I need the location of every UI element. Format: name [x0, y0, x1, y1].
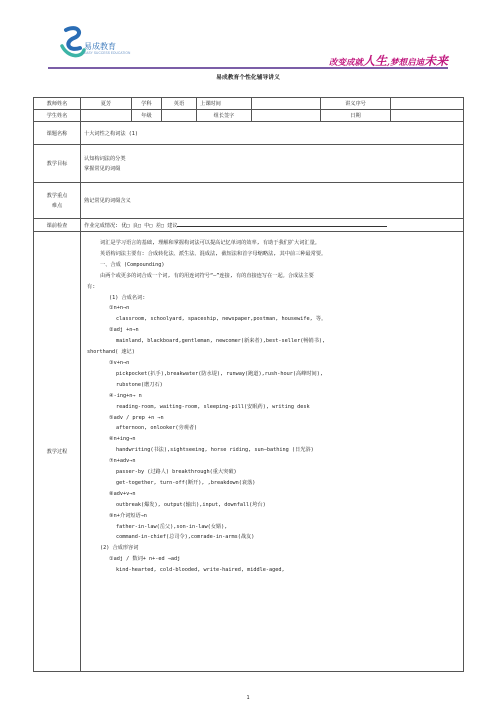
slogan-part: ,梦想启迪: [387, 58, 424, 68]
subject-label: 学科: [132, 98, 162, 110]
lesson-example: get-together, turn-off(断开), ,breakdown(衰落): [116, 479, 256, 486]
key-points-label: [34, 183, 81, 219]
goal-item: 掌握常见的词缀: [84, 165, 121, 172]
lesson-subheading: (2) 合成形容词: [100, 545, 139, 552]
lesson-rule: ⑤adv / prep +n →n: [109, 414, 164, 421]
lesson-rule: ⑧adv+v→n: [109, 490, 136, 497]
lesson-example: father-in-law(岳父),son-in-law(女婿),: [116, 523, 228, 530]
pre-class-check-value: [81, 219, 464, 232]
lesson-line: 由两个或更多的词合成一个词, 有的用连词符号“—”连接, 有的直接连写在一起。合成法主要: [100, 272, 314, 279]
lesson-example: passer-by (过路人) breakthrough(重大突破): [116, 469, 237, 476]
teaching-process-content: [81, 232, 464, 672]
date-value: [391, 110, 464, 122]
leader-signature-label: 组长签字: [197, 110, 252, 122]
grade-value: [162, 110, 197, 122]
logo-subtitle: EASY SUCCESS EDUCATION: [84, 51, 131, 55]
lesson-rule: ⑥n+ing→n: [109, 436, 136, 443]
teacher-name-label: 教师姓名: [34, 98, 81, 110]
lesson-line: 有:: [87, 283, 96, 290]
teaching-goal-label: 教学目标: [34, 145, 81, 183]
logo-text: 易成教育: [84, 42, 116, 51]
key-points-value: 熟记常见的词缀含义: [81, 183, 464, 219]
lesson-example: mainland, blackboard,gentleman, newcomer(新来者),best-seller(畅销书),: [116, 338, 326, 345]
lesson-example: reading-room, waiting-room, sleeping-pill(安眠药), writing desk: [116, 403, 310, 410]
lesson-example: command-in-chief(总司令),comrade-in-arms(战友): [116, 534, 255, 541]
student-name-value: [81, 110, 132, 122]
slogan-part: 改变成就: [328, 58, 363, 68]
lesson-heading: 一、合成 (Compounding): [100, 261, 165, 268]
lesson-example: kind-hearted, cold-blooded, write-haired, middle-aged,: [116, 567, 285, 574]
subject-value: 英语: [162, 98, 197, 110]
lesson-example: shorthand( 速记): [87, 349, 135, 356]
teaching-process-label: 教学过程: [34, 232, 81, 672]
lesson-rule: ④-ing+n→ n: [109, 392, 142, 399]
class-time-value: [252, 98, 321, 110]
teaching-goal-value: [81, 145, 464, 183]
lesson-example: classroom, schoolyard, spaceship, newspaper,postman, housewife, 等。: [116, 316, 327, 323]
suggestion-blank: [177, 221, 387, 227]
page-number: 1: [246, 695, 250, 701]
key-points-label-line: 难点: [51, 202, 63, 209]
lesson-rule: ③v+n→n: [109, 359, 130, 366]
lesson-line: 词汇是学习语言的基础, 理解和掌握构词法可以提高记忆单词的效率, 有助于我们扩大词汇量。: [100, 240, 320, 246]
slogan-emphasis: 人生: [363, 54, 388, 68]
lesson-example: handwriting(书法),sightseeing, horse riding, sun—bathing (日光浴): [116, 447, 314, 454]
handout-number-value: [391, 98, 464, 110]
teacher-name-value: 夏芳: [81, 98, 132, 110]
pre-class-check-label: 课前检查: [34, 219, 81, 232]
lesson-example: pickpocket(扒手),breakwater(防水堤), runway(跑道),rush-hour(高峰时间),: [116, 370, 323, 377]
lesson-subheading: (1) 合成名词:: [109, 294, 146, 301]
date-label: 日期: [321, 110, 391, 122]
lesson-rule: ①adj / 数词+ n+-ed →adj: [109, 556, 181, 563]
key-points-label-line: 教学重点: [46, 192, 68, 199]
leader-signature-value: [252, 110, 321, 122]
lesson-rule: ②adj +n→n: [109, 327, 139, 334]
topic-label: 课题名称: [34, 122, 81, 145]
student-name-label: 学生姓名: [34, 110, 81, 122]
topic-value: 十大词性之构词法 (1): [81, 122, 464, 145]
lesson-rule: ⑦n+adv→n: [109, 458, 136, 465]
grade-label: 年级: [132, 110, 162, 122]
goal-item: 认知构词法的分类: [84, 155, 126, 162]
lesson-example: afternoon, onlooker(旁观者): [116, 425, 198, 432]
header-divider: [48, 67, 448, 69]
class-time-label: 上课时间: [197, 98, 252, 110]
lesson-example: rubstone(磨刀石): [116, 381, 163, 388]
handout-number-label: 讲义序号: [321, 98, 391, 110]
document-title: 易成教育个性化辅导讲义: [216, 75, 280, 81]
lesson-rule: ⑨n+介词短语→n: [109, 512, 147, 519]
lesson-line: 英语构词法主要有: 合成转化法、派生法、混成法, 截短法和首字母缩略法, 其中前三种最常要。: [100, 250, 327, 257]
lesson-example: outbreak(爆发), output(输出),input, downfall(垮台): [116, 501, 266, 508]
lesson-rule: ①n+n→n: [109, 305, 130, 312]
lesson-table: [33, 97, 464, 672]
slogan-emphasis: 未来: [423, 54, 448, 68]
homework-rating: 作业完成情况: 优□ 良□ 中□ 差□ 建议: [84, 223, 178, 229]
